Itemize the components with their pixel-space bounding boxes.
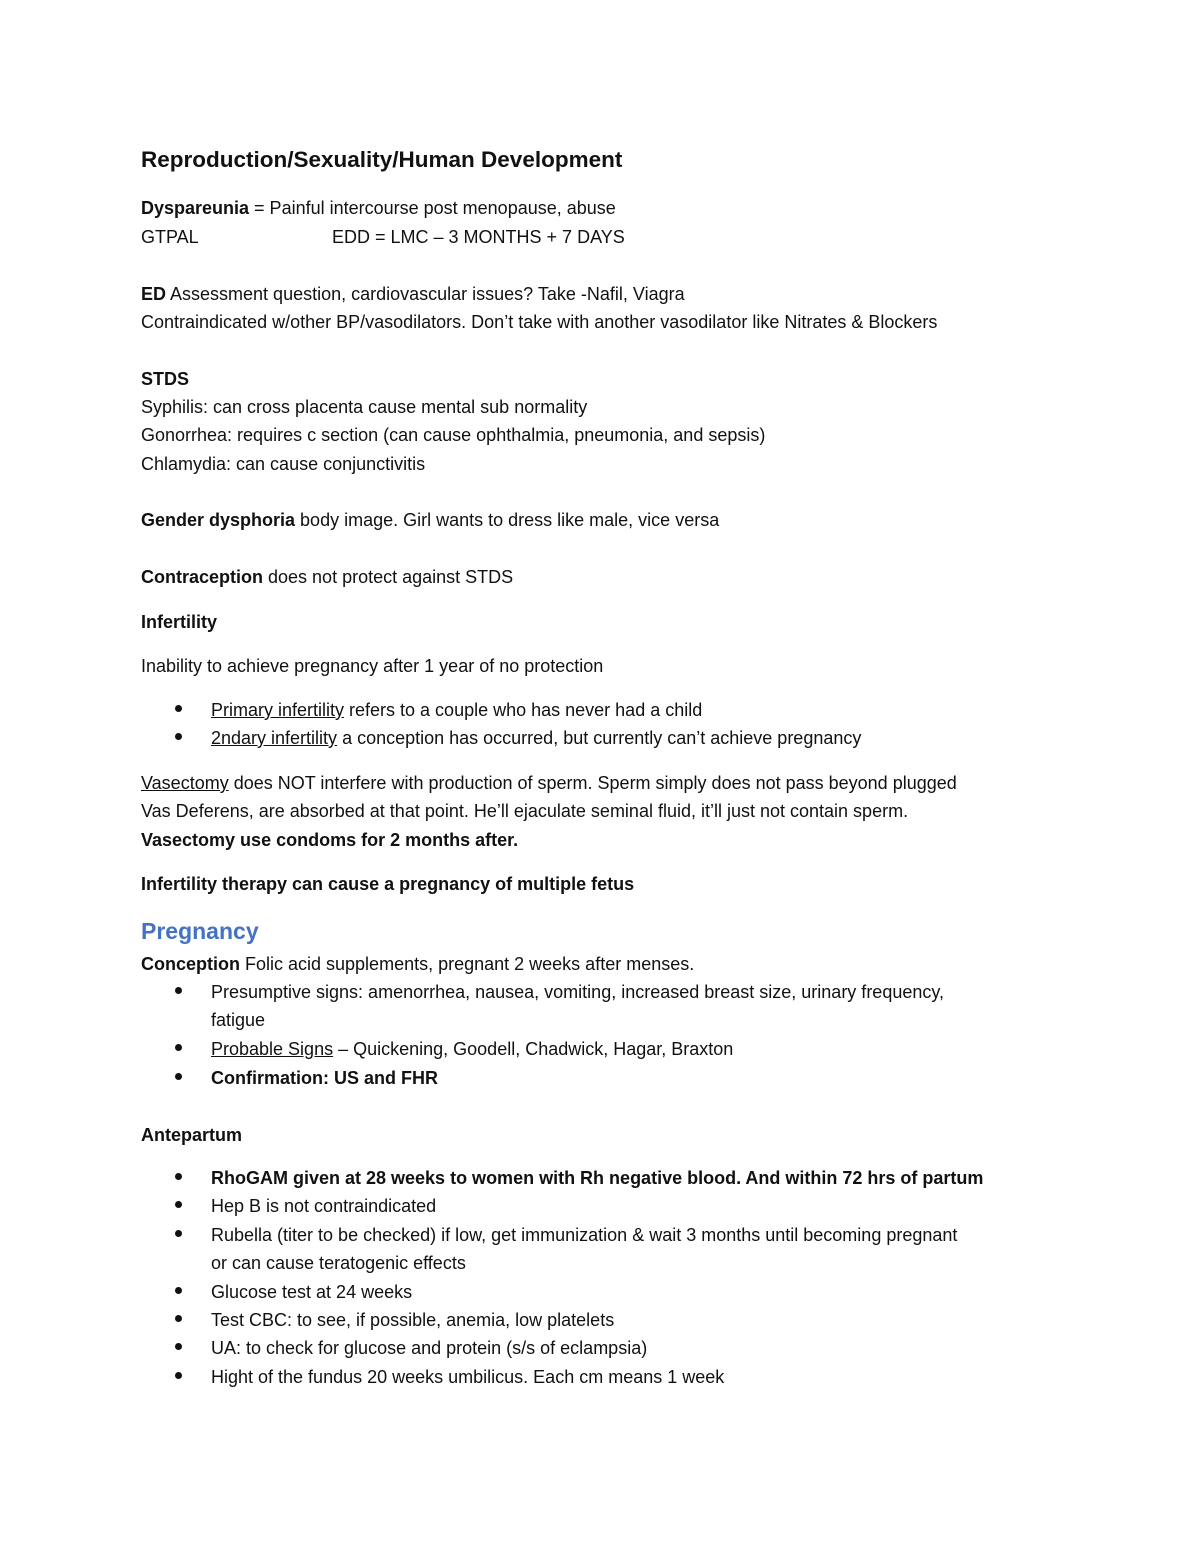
infertility-heading: Infertility xyxy=(141,612,218,632)
contraception-line xyxy=(141,565,513,589)
vasectomy-text: does NOT interfere with production of sperm. Sperm simply does not pass beyond plugged xyxy=(228,773,957,793)
dyspareunia-term: Dyspareunia xyxy=(141,198,250,218)
pregnancy-heading: Pregnancy xyxy=(141,918,259,944)
list-item: UA: to check for glucose and protein (s/s of eclampsia) xyxy=(211,1338,648,1358)
bullet xyxy=(175,705,182,712)
list-item-continuation: or can cause teratogenic effects xyxy=(211,1253,466,1273)
list-item xyxy=(211,698,702,722)
gender-text: body image. Girl wants to dress like male, vice versa xyxy=(295,510,720,530)
std-item: Gonorrhea: requires c section (can cause ophthalmia, pneumonia, and sepsis) xyxy=(141,425,766,445)
ed-line-1 xyxy=(141,282,685,306)
list-item-continuation: fatigue xyxy=(211,1010,266,1030)
list-item: Glucose test at 24 weeks xyxy=(211,1282,413,1302)
gtpal-term: GTPAL xyxy=(141,227,199,247)
infertility-therapy-note: Infertility therapy can cause a pregnancy of multiple fetus xyxy=(141,874,635,894)
list-item-text: a conception has occurred, but currently can’t achieve pregnancy xyxy=(337,728,862,748)
list-item-text: – Quickening, Goodell, Chadwick, Hagar, Braxton xyxy=(333,1039,734,1059)
list-item: RhoGAM given at 28 weeks to women with Rh negative blood. And within 72 hrs of partum xyxy=(211,1168,984,1188)
list-item: Hight of the fundus 20 weeks umbilicus. Each cm means 1 week xyxy=(211,1367,725,1387)
bullet xyxy=(175,1315,182,1322)
vasectomy-line-1 xyxy=(141,771,957,795)
conception-text: Folic acid supplements, pregnant 2 weeks after menses. xyxy=(240,954,695,974)
bullet xyxy=(175,987,182,994)
bullet xyxy=(175,1044,182,1051)
ed-line-2: Contraindicated w/other BP/vasodilators. Don’t take with another vasodilator like Nitrates & Blockers xyxy=(141,312,938,332)
list-item: Rubella (titer to be checked) if low, get immunization & wait 3 months until becoming pregnant xyxy=(211,1225,958,1245)
bullet xyxy=(175,1372,182,1379)
std-item: Syphilis: can cross placenta cause mental sub normality xyxy=(141,397,588,417)
primary-infertility-term: Primary infertility xyxy=(211,700,345,720)
gender-term: Gender dysphoria xyxy=(141,510,296,530)
ed-term: ED xyxy=(141,284,167,304)
edd-formula: EDD = LMC – 3 MONTHS + 7 DAYS xyxy=(332,227,625,247)
vasectomy-line-2: Vas Deferens, are absorbed at that point. He’ll ejaculate seminal fluid, it’ll just not contain sperm. xyxy=(141,801,909,821)
list-item: Test CBC: to see, if possible, anemia, low platelets xyxy=(211,1310,615,1330)
vasectomy-line-3: Vasectomy use condoms for 2 months after. xyxy=(141,830,519,850)
bullet xyxy=(175,1230,182,1237)
list-item-text: refers to a couple who has never had a child xyxy=(344,700,703,720)
dyspareunia-text: = Painful intercourse post menopause, abuse xyxy=(249,198,616,218)
infertility-definition: Inability to achieve pregnancy after 1 year of no protection xyxy=(141,656,604,676)
list-item xyxy=(211,1037,733,1061)
bullet xyxy=(175,733,182,740)
conception-line xyxy=(141,952,694,976)
contraception-term: Contraception xyxy=(141,567,264,587)
secondary-infertility-term: 2ndary infertility xyxy=(211,728,338,748)
page-title: Reproduction/Sexuality/Human Development xyxy=(141,147,623,172)
bullet xyxy=(175,1343,182,1350)
stds-heading: STDS xyxy=(141,369,190,389)
list-item xyxy=(211,726,861,750)
dyspareunia-line xyxy=(141,196,616,220)
vasectomy-term: Vasectomy xyxy=(141,773,229,793)
bullet xyxy=(175,1073,182,1080)
bullet xyxy=(175,1287,182,1294)
ed-text: Assessment question, cardiovascular issues? Take -Nafil, Viagra xyxy=(166,284,685,304)
bullet xyxy=(175,1173,182,1180)
bullet xyxy=(175,1201,182,1208)
conception-term: Conception xyxy=(141,954,240,974)
list-item: Hep B is not contraindicated xyxy=(211,1196,437,1216)
probable-signs-term: Probable Signs xyxy=(211,1039,334,1059)
list-item: Presumptive signs: amenorrhea, nausea, vomiting, increased breast size, urinary frequency, xyxy=(211,982,945,1002)
list-item: Confirmation: US and FHR xyxy=(211,1068,438,1088)
gender-line xyxy=(141,508,719,532)
antepartum-heading: Antepartum xyxy=(141,1125,243,1145)
contraception-text: does not protect against STDS xyxy=(263,567,514,587)
std-item: Chlamydia: can cause conjunctivitis xyxy=(141,454,426,474)
